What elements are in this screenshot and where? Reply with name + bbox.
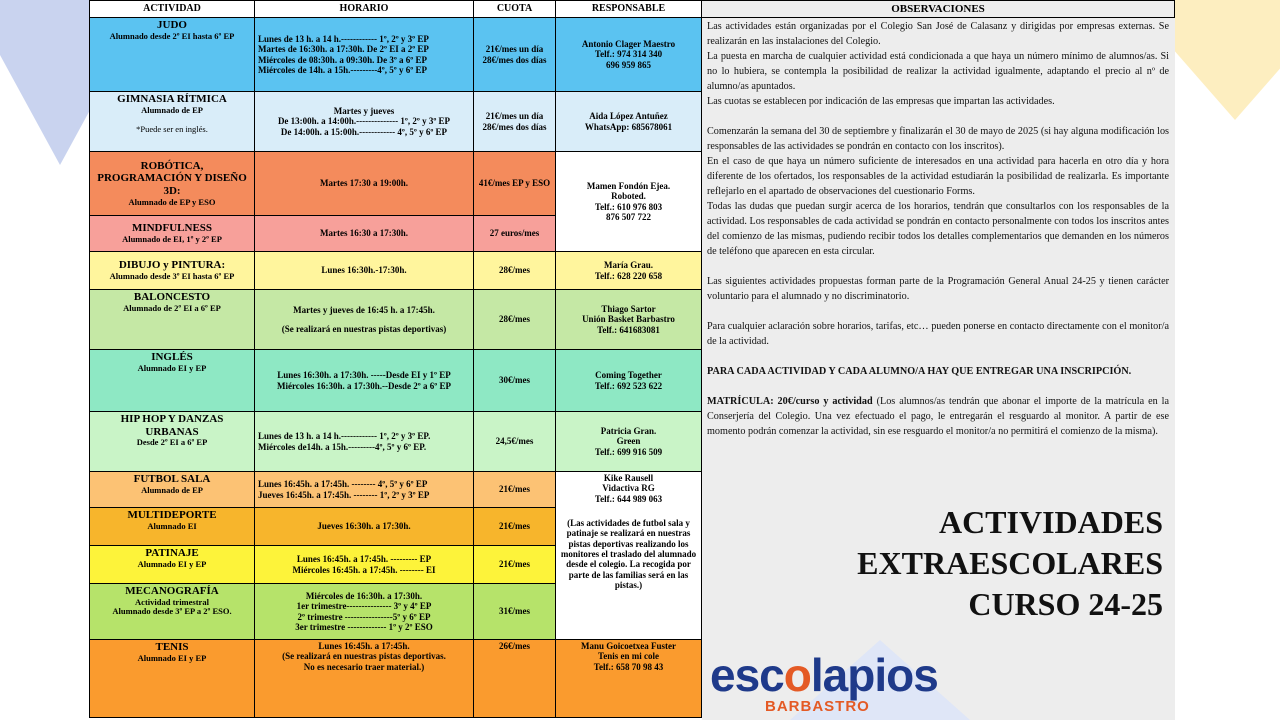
schedule-line: Miércoles de 16:30h. a 17:30h. [305,590,423,601]
activity-audience: Alumnado EI y EP [137,558,207,569]
activity-name: ROBÓTICA, PROGRAMACIÓN Y DISEÑO 3D: [97,159,247,197]
activity-name: MULTIDEPORTE [127,509,217,521]
schedule-line: Martes y jueves de 16:45 h. a 17:45h. [293,305,435,316]
table-row [90,412,702,472]
contact-phone: Telf.: 644 989 063 [594,493,663,504]
activity-fee: 21€/mes un día 28€/mes dos días [474,92,556,152]
activity-audience: Alumnado desde 3º EP a 2º ESO. [112,606,232,617]
contact-name: Manu Goicoetxea Fuster [581,641,676,651]
schedule-line: Lunes 16:45h. a 17:45h. [318,641,410,651]
activity-fee: 28€/mes [474,290,556,350]
schedule-note: (Se realizará en nuestras pistas deportivas. [282,651,446,662]
activity-audience: Alumnado de EP y ESO [128,196,216,207]
contact-name: Kike Rausell [603,473,654,483]
schedule-line: 3er trimestre ------------- 1º y 2º ESO [295,621,433,632]
activity-fee: 21€/mes [474,508,556,546]
schedule-note: No es necesario traer material.) [303,661,425,672]
observation-paragraph: Todas las dudas que puedan surgir acerca de los horarios, tendrán que consultarlos con los responsables de la actividad. Los responsables de cada actividad se pondrán en contacto personalmente con todos los inscritos antes del comienzo de las mismas, pudiendo recibir todos los detalles complementarios que demanden en los números de teléfono que aparecen en esta circular. [707,200,1169,257]
table-row [90,472,702,508]
schedule-line: Martes 17:30 a 19:00h. [255,152,474,216]
activity-audience: Alumnado desde 3º EI hasta 6º EP [109,270,235,281]
activity-fee: 21€/mes [474,472,556,508]
activity-fee: 31€/mes [474,584,556,640]
activity-name: BALONCESTO [133,291,211,303]
contact-phone: Telf.: 699 916 509 [594,446,663,457]
observations-title: OBSERVACIONES [702,0,1175,18]
schedule-line: Lunes de 13 h. a 14 h.------------ 1º, 2º y 3º EP [258,33,429,44]
big-title [857,502,1163,625]
table-row [90,92,702,152]
schedule-line: 1er trimestre--------------- 3º y 4º EP [296,601,432,612]
activity-audience: Alumnado de EP [141,104,203,115]
observations-body [702,18,1175,440]
activity-name: JUDO [157,19,187,31]
table-row [90,18,702,92]
matricula-label: MATRÍCULA: 20€/curso y actividad [707,395,873,407]
escolapios-logo [710,649,990,718]
activity-audience: Alumnado EI y EP [137,652,207,663]
schedule-line: 2º trimestre ----------------5º y 6º EP [297,611,431,622]
activity-name: TENIS [155,641,189,653]
header-cuota: CUOTA [474,1,556,18]
activity-fee: 21€/mes un día 28€/mes dos días [474,18,556,92]
logo-subtitle: BARBASTRO [765,698,870,715]
contact-company: Vidactiva RG [602,483,655,494]
schedule-line: Martes 16:30 a 17:30h. [255,216,474,252]
contact-name: Patricia Gran. [600,425,657,436]
schedule-line: Miércoles 16:45h. a 17:45h. -------- EI [292,564,436,575]
contact-company: Roboted. [611,191,646,202]
activities-table [89,0,702,718]
contact-name: María Grau. [604,260,653,271]
contact-name: Mamen Fondón Ejea. [586,180,671,191]
logo-word: escolapios [710,649,938,701]
schedule-line: Lunes 16:30h. a 17:30h. -----Desde EI y 1º EP [277,370,451,381]
observation-paragraph: Comenzarán la semana del 30 de septiembre y finalizarán el 30 de mayo de 2025 (si hay alguna modificación los responsables de las actividades se pondrán en contacto con los inscritos). [707,125,1169,152]
observation-paragraph: En el caso de que haya un número suficiente de interesados en una actividad para hacerla en otro día y hora diferente de los ofertados, los responsables de la actividad estudiarán la posibilidad de realizarla. Es importante reflejarlo en el apartado de observaciones del cuestionario Forms. [707,155,1169,197]
table-row [90,290,702,350]
activity-name: MECANOGRAFÍA [125,585,219,597]
schedule-line: Miércoles de 14h. a 15h.---------4º, 5º y 6º EP [258,64,427,75]
contact-phone: Telf.: 610 976 803 [594,201,663,212]
schedule-line: Jueves 16:45h. a 17:45h. -------- 1º, 2º y 3º EP [258,489,430,500]
activity-name: PATINAJE [145,547,199,559]
activity-fee: 30€/mes [474,350,556,412]
activity-fee: 41€/mes EP y ESO [474,152,556,216]
schedule-line: Jueves 16:30h. a 17:30h. [255,508,474,546]
contact-phone: Telf.: 658 70 98 43 [593,661,664,672]
header-actividad: ACTIVIDAD [90,1,255,18]
activity-note: *Puede ser en inglés. [136,124,208,135]
activity-name: GIMNASIA RÍTMICA [117,93,227,105]
activity-fee: 27 euros/mes [474,216,556,252]
schedule-line: Lunes de 13 h. a 14 h.------------ 1º, 2º y 3º EP. [258,431,431,442]
contact-name: Aida López Antuñez [589,111,668,122]
activity-audience: Alumnado de EI, 1º y 2º EP [122,233,222,244]
table-row [90,152,702,216]
activity-audience: Desde 2º EI a 6º EP [136,437,208,448]
big-title-line: ACTIVIDADES [938,504,1163,540]
schedule-line: De 14:00h. a 15:00h.------------ 4º, 5º y 6º EP [280,126,448,137]
observation-paragraph: Las actividades están organizadas por el Colegio San José de Calasanz y dirigidas por empresas externas. Se realizarán en las instalaciones del Colegio. [707,21,1169,47]
schedule-note: (Se realizará en nuestras pistas deportivas) [281,323,447,334]
contact-phone: Telf.: 692 523 622 [594,380,663,391]
schedule-line: Martes y jueves [333,105,395,116]
contact-name: Antonio Clager Maestro [581,38,676,49]
contact-phone: Telf.: 641683081 [597,324,660,335]
contact-phone: Telf.: 974 314 340 [594,49,663,60]
activity-audience: Alumnado EI [147,520,197,531]
contact-phone: Telf.: 628 220 658 [594,270,663,281]
contact-name: Coming Together [595,370,662,381]
activity-audience: Alumnado de 2º EI a 6º EP [123,302,221,313]
contact-note: (Las actividades de futbol sala y patinaje se realizará en nuestras pistas deportivas realizando los monitores el traslado del alumnado desde el colegio. La recogida por parte de las familias será en las pistas.) [560,518,697,591]
schedule-line: Miércoles de 08:30h. a 09:30h. De 3º a 6º EP [258,54,428,65]
schedule-line: Miércoles de14h. a 15h.---------4º, 5º y 6º EP. [258,441,427,452]
activity-name: MINDFULNESS [131,222,213,235]
activity-name: FUTBOL SALA [133,473,211,485]
table-row [90,640,702,718]
schedule-line: De 13:00h. a 14:00h.-------------- 1º, 2º y 3º EP [277,116,451,127]
activity-name: INGLÉS [151,351,193,363]
contact-phone: 696 959 865 [606,59,651,70]
header-horario: HORARIO [255,1,474,18]
schedule-line: Lunes 16:30h.-17:30h. [255,252,474,290]
matricula-paragraph [707,395,1169,440]
observation-paragraph: La puesta en marcha de cualquier actividad está condicionada a que haya un número mínimo de alumnos/as. Si no lo hubiera, se contempla la posibilidad de realizar la actividad igualmente, adaptando el precio al nº de alumno/as apuntados. [707,50,1169,92]
contact-company: Unión Basket Barbastro [582,314,675,325]
contact-company: Tenis en mi cole [598,651,659,662]
schedule-line: Lunes 16:45h. a 17:45h. --------- EP [296,554,432,565]
observation-paragraph: Para cualquier aclaración sobre horarios, tarifas, etc… pueden ponerse en contacto directamente con el monitor/a de la actividad. [707,320,1169,347]
activity-audience: Alumnado EI y EP [137,362,207,373]
activity-fee: 26€/mes [474,640,556,718]
header-responsable: RESPONSABLE [556,1,702,18]
observations-panel [702,0,1175,720]
observation-paragraph: PARA CADA ACTIVIDAD Y CADA ALUMNO/A HAY QUE ENTREGAR UNA INSCRIPCIÓN. [707,365,1132,377]
activity-fee: 24,5€/mes [474,412,556,472]
schedule-line: Martes de 16:30h. a 17:30h. De 2º EI a 2º EP [258,44,429,55]
activity-audience: Alumnado de EP [141,484,203,495]
contact-phone: 876 507 722 [606,211,651,222]
activity-fee: 21€/mes [474,546,556,584]
activity-audience: Alumnado desde 2º EI hasta 6º EP [109,30,235,41]
table-row [90,350,702,412]
table-row [90,252,702,290]
activity-audience: Actividad trimestral [135,596,209,607]
matricula-text: (Los alumnos/as tendrán que abonar el importe de la matrícula en la Conserjería del Colegio. Una vez efectuado el pago, le entregarán el resguardo al monitor. A partir de ese momento podrán comenzar la actividad, sin ese resguardo el monitor/a no permitirá el comienzo de la misma). [707,395,1169,437]
contact-name: Thiago Sartor [601,303,656,314]
big-title-line: EXTRAESCOLARES [857,545,1163,581]
contact-company: Green [616,436,641,447]
activity-fee: 28€/mes [474,252,556,290]
big-title-line: CURSO 24-25 [968,586,1163,622]
observation-paragraph: Las siguientes actividades propuestas forman parte de la Programación General Anual 24-25 y tienen carácter voluntario para el alumnado y no discriminatorio. [707,275,1169,302]
schedule-line: Miércoles 16:30h. a 17:30h.--Desde 2º a 6º EP [276,380,451,391]
activity-name: DIBUJO y PINTURA: [118,259,226,272]
contact-phone: WhatsApp: 685678061 [584,121,673,132]
observation-paragraph: Las cuotas se establecen por indicación de las empresas que impartan las actividades. [707,95,1055,107]
activity-name: HIP HOP Y DANZAS URBANAS [120,413,224,438]
schedule-line: Lunes 16:45h. a 17:45h. -------- 4º, 5º y 6º EP [258,479,428,490]
